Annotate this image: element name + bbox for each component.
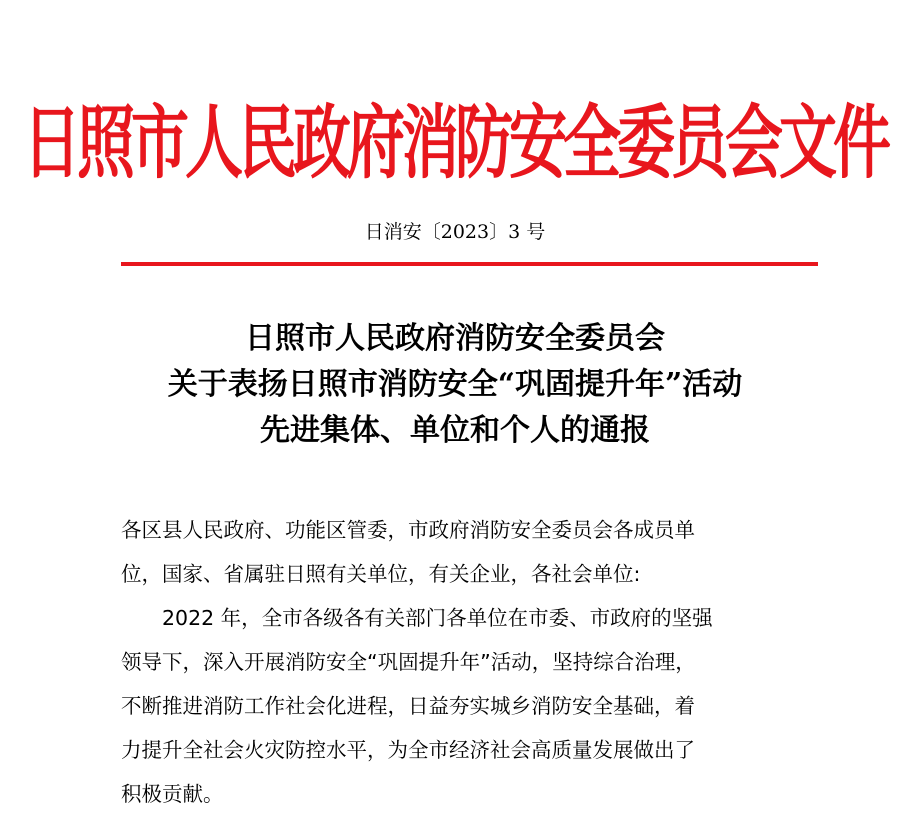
paragraph-line-5: 积极贡献。: [121, 782, 224, 806]
salutation-line-2: 位，国家、省属驻日照有关单位，有关企业，各社会单位:: [121, 562, 641, 586]
paragraph-line-2: 领导下，深入开展消防安全“巩固提升年”活动，坚持综合治理，: [121, 650, 696, 674]
body-text: [121, 508, 821, 816]
paragraph-line-3: 不断推进消防工作社会化进程，日益夯实城乡消防安全基础，着: [121, 694, 695, 718]
notice-title-line-3: 先进集体、单位和个人的通报: [260, 413, 650, 448]
paragraph-line-1: 2022 年，全市各级各有关部门各单位在市委、市政府的坚强: [162, 606, 713, 630]
masthead-title: 日照市人民政府消防安全委员会文件: [22, 95, 887, 190]
salutation-line-1: 各区县人民政府、功能区管委，市政府消防安全委员会各成员单: [121, 518, 695, 542]
notice-title: [0, 316, 910, 454]
document-number: 日消安〔2023〕3 号: [364, 221, 546, 243]
notice-title-line-2: 关于表扬日照市消防安全“巩固提升年”活动: [167, 367, 743, 402]
red-divider-line: [121, 262, 818, 266]
notice-title-line-1: 日照市人民政府消防安全委员会: [245, 321, 665, 356]
paragraph-line-4: 力提升全社会火灾防控水平，为全市经济社会高质量发展做出了: [121, 738, 695, 762]
